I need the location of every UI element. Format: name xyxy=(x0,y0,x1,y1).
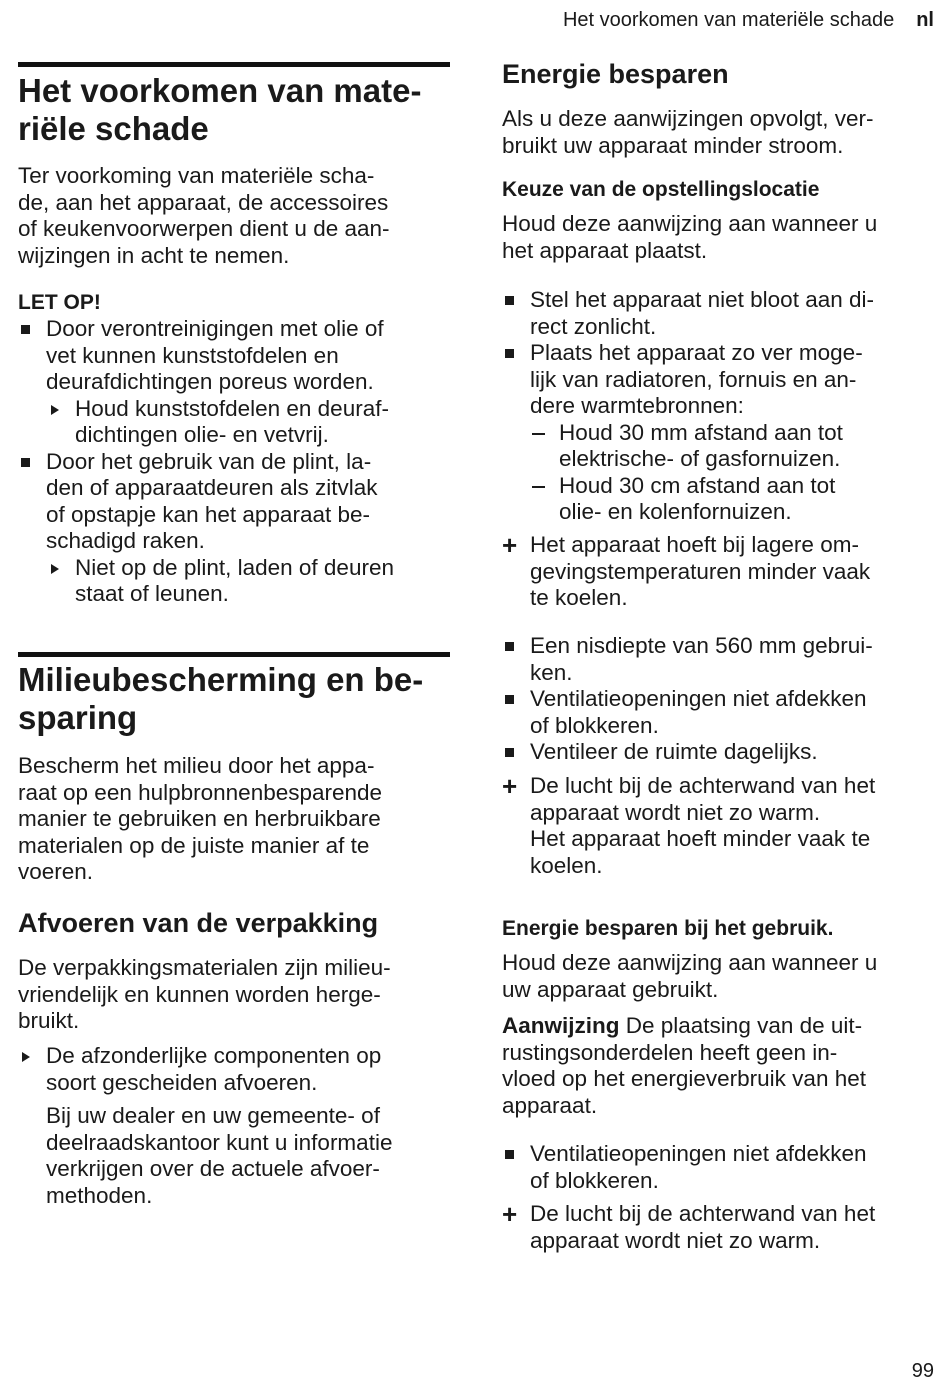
square-bullet-icon xyxy=(505,642,514,651)
list-item: Plaats het apparaat zo ver moge- lijk van radiatoren, fornuis en an- dere warmtebronnen: xyxy=(502,340,934,420)
square-bullet-icon xyxy=(21,325,30,334)
triangle-arrow-icon xyxy=(22,1052,30,1062)
caution-label: LET OP! xyxy=(18,291,101,314)
list-item: Ventileer de ruimte dagelijks. xyxy=(502,739,934,766)
subheading-location: Keuze van de opstellingslocatie xyxy=(502,178,820,201)
square-bullet-icon xyxy=(505,1150,514,1159)
location-intro: Houd deze aanwijzing aan wanneer u het apparaat plaatst. xyxy=(502,211,878,263)
caution-list xyxy=(18,316,450,608)
action-item: Houd kunststofdelen en deuraf- dichtingen olie- en vetvrij. xyxy=(18,396,450,449)
dash-item: Houd 30 cm afstand aan tot olie- en kolenfornuizen. xyxy=(502,473,934,526)
result-item: + De lucht bij de achterwand van het apparaat wordt niet zo warm. xyxy=(502,1199,876,1253)
square-bullet-icon xyxy=(505,748,514,757)
niche-list xyxy=(502,633,934,766)
triangle-arrow-icon xyxy=(51,564,59,574)
subheading-usage: Energie besparen bij het gebruik. xyxy=(502,917,834,940)
triangle-arrow-icon xyxy=(51,405,59,415)
list-item: Een nisdiepte van 560 mm gebrui- ken. xyxy=(502,633,934,686)
square-bullet-icon xyxy=(505,695,514,704)
usage-intro: Houd deze aanwijzing aan wanneer u uw apparaat gebruikt. xyxy=(502,950,878,1002)
section-rule xyxy=(18,62,450,67)
list-item: Door verontreinigingen met olie of vet kunnen kunststofdelen en deurafdichtingen poreus worden. xyxy=(18,316,450,396)
usage-list xyxy=(502,1141,934,1194)
list-item: Door het gebruik van de plint, la- den of apparaatdeuren als zitvlak of opstapje kan het apparaat be- schadigd raken. xyxy=(18,449,450,555)
running-header xyxy=(563,9,934,32)
plus-icon: + xyxy=(502,1199,518,1229)
list-item: Ventilatieopeningen niet afdekken of blokkeren. xyxy=(502,686,934,739)
energy-intro: Als u deze aanwijzingen opvolgt, ver- bruikt uw apparaat minder stroom. xyxy=(502,106,874,158)
language-code: nl xyxy=(916,9,934,31)
dash-icon xyxy=(532,486,545,488)
section-heading-energy: Energie besparen xyxy=(502,59,729,89)
environment-intro: Bescherm het milieu door het appa- raat op een hulpbronnenbesparende manier te gebruiken en herbruikbare materialen op de juiste manier af te voeren. xyxy=(18,753,383,884)
dash-item: Houd 30 mm afstand aan tot elektrische- of gasfornuizen. xyxy=(502,420,934,473)
location-list xyxy=(502,287,934,526)
packaging-intro: De verpakkingsmaterialen zijn milieu- vriendelijk en kunnen worden herge- bruikt. xyxy=(18,955,391,1033)
plus-icon: + xyxy=(502,771,518,801)
square-bullet-icon xyxy=(21,458,30,467)
action-item: De afzonderlijke componenten op soort gescheiden afvoeren. xyxy=(18,1043,450,1096)
plus-icon: + xyxy=(502,530,518,560)
note-label: Aanwijzing xyxy=(502,1013,620,1038)
packaging-action xyxy=(18,1043,450,1096)
square-bullet-icon xyxy=(505,296,514,305)
page-number: 99 xyxy=(911,1360,934,1382)
packaging-note: Bij uw dealer en uw gemeente- of deelraadskantoor kunt u informatie verkrijgen over de actuele afvoer- methoden. xyxy=(46,1103,393,1208)
list-item: Ventilatieopeningen niet afdekken of blokkeren. xyxy=(502,1141,934,1194)
result-item: + Het apparaat hoeft bij lagere om- gevingstemperaturen minder vaak te koelen. xyxy=(502,530,871,610)
list-item: Stel het apparaat niet bloot aan di- rect zonlicht. xyxy=(502,287,934,340)
usage-note: Aanwijzing De plaatsing van de uit- rustingsonderdelen heeft geen in- vloed op het energieverbruik van het apparaat. xyxy=(502,1013,866,1118)
section-heading-environment: Milieubescherming en be- sparing xyxy=(18,661,424,736)
running-header-title: Het voorkomen van materiële schade xyxy=(562,9,895,31)
section-heading-packaging: Afvoeren van de verpakking xyxy=(18,908,379,938)
action-item: Niet op de plint, laden of deuren staat of leunen. xyxy=(18,555,450,608)
section-rule xyxy=(18,652,450,657)
dash-icon xyxy=(532,433,545,435)
square-bullet-icon xyxy=(505,349,514,358)
section-heading-damage: Het voorkomen van mate- riële schade xyxy=(18,72,422,147)
damage-intro: Ter voorkoming van materiële scha- de, aan het apparaat, de accessoires of keukenvoorwerpen dient u de aan- wijzingen in acht te nemen. xyxy=(18,163,390,268)
result-item: + De lucht bij de achterwand van het apparaat wordt niet zo warm. Het apparaat hoeft minder vaak te koelen. xyxy=(502,771,876,878)
